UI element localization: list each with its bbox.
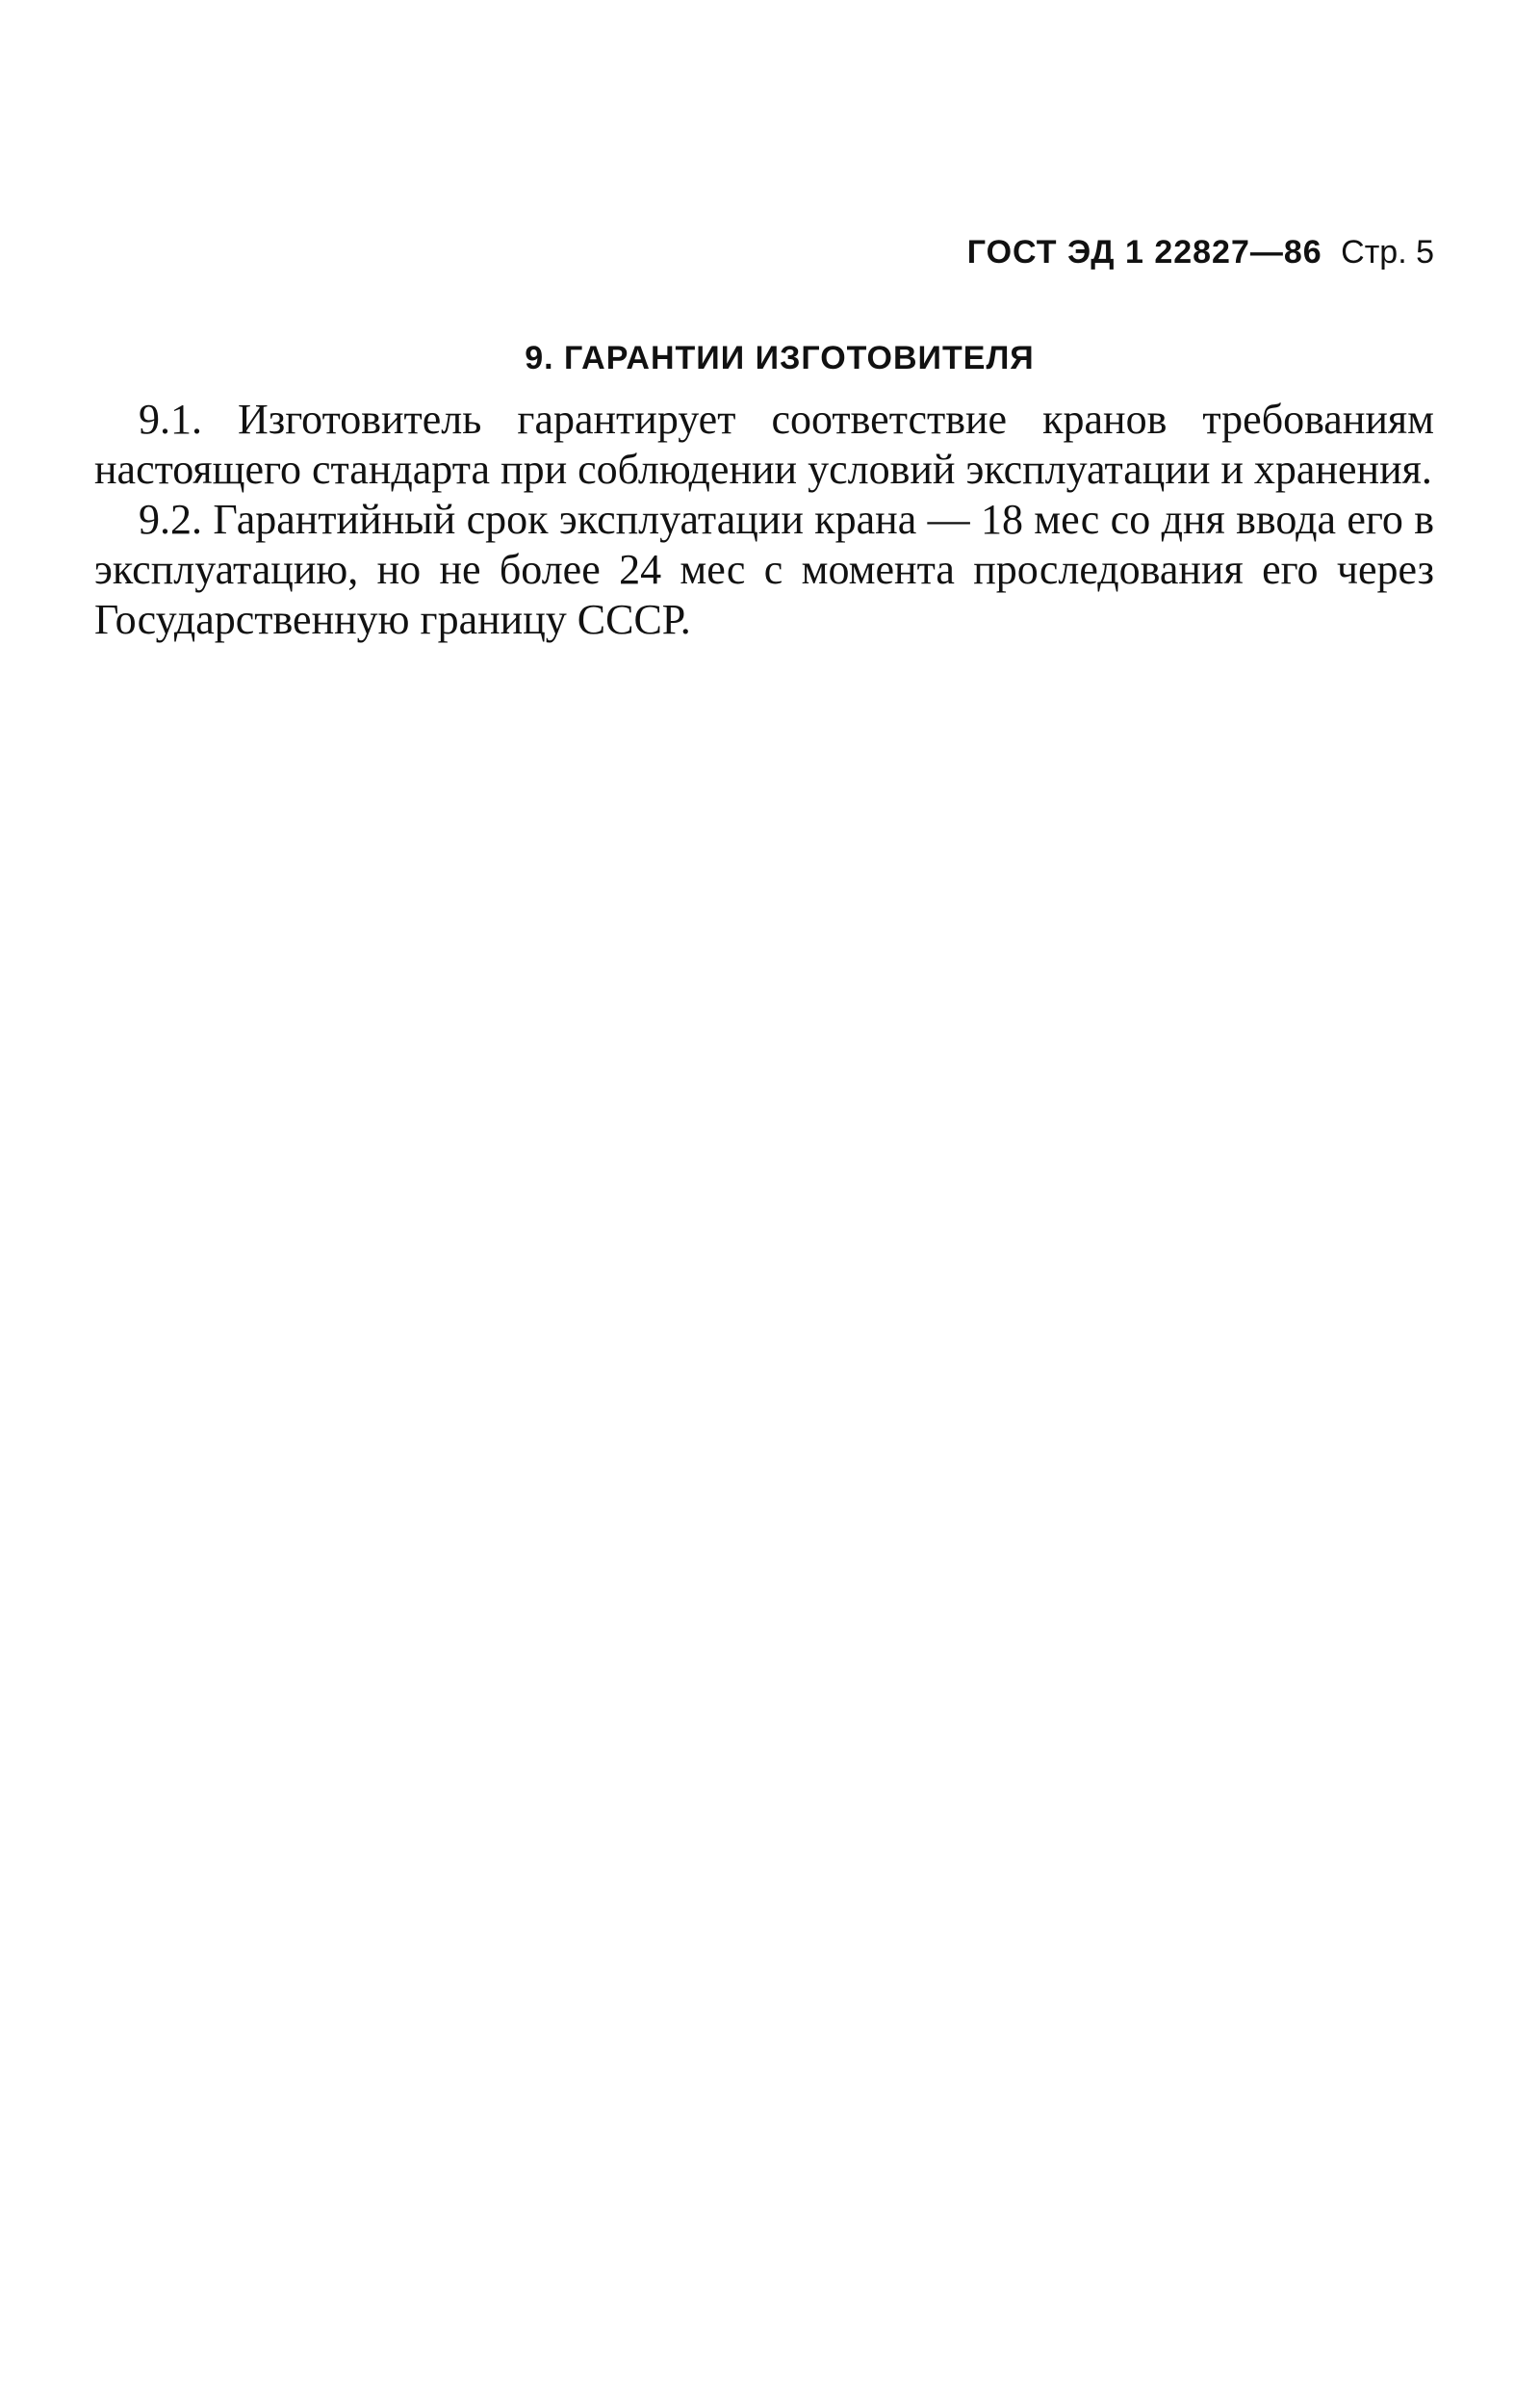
standard-code: ГОСТ ЭД 1 22827—86: [966, 234, 1322, 271]
section-title: 9. ГАРАНТИИ ИЗГОТОВИТЕЛЯ: [525, 340, 1035, 376]
section-body: [94, 395, 1434, 645]
page-number: Стр. 5: [1341, 234, 1434, 271]
paragraph-9-2: 9.2. Гарантийный срок эксплуатации крана — 18 мес со дня ввода его в эксплуатацию, но не более 24 мес с момента проследования его через Государственную границу СССР.: [94, 496, 1434, 643]
running-header: [967, 231, 1434, 273]
paragraph-9-1: 9.1. Изготовитель гарантирует соответствие кранов требованиям настоящего стандарта при соблюдении условий эксплуатации и хранения.: [94, 396, 1434, 493]
